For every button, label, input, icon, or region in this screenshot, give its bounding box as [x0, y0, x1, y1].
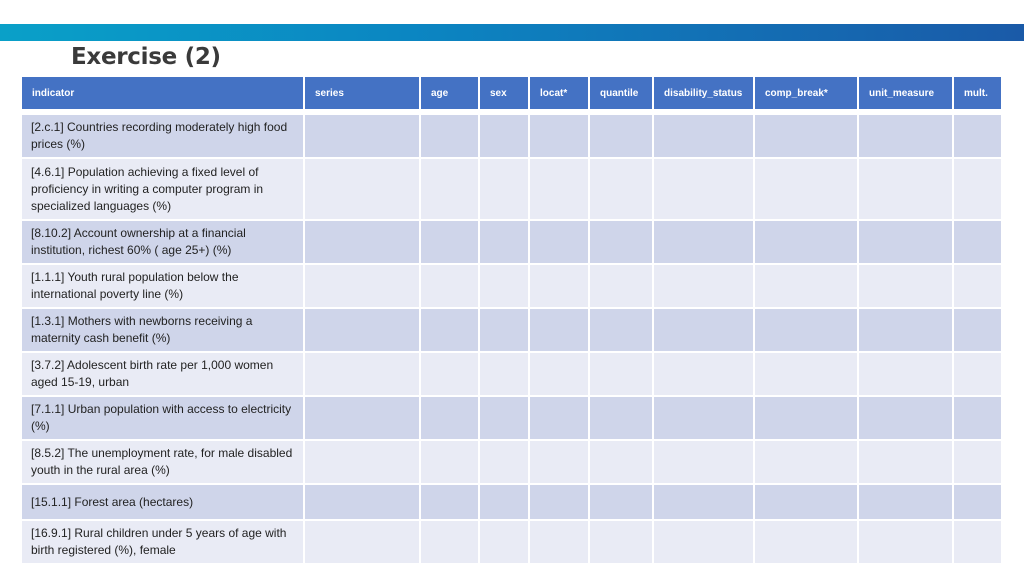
header-series: series [305, 77, 419, 109]
table-row [22, 397, 1001, 439]
table-row [22, 221, 1001, 263]
header-disability-status: disability_status [654, 77, 753, 109]
table-row [22, 485, 1001, 519]
table-row [22, 115, 1001, 157]
table-row [22, 353, 1001, 395]
header-indicator: indicator [22, 77, 303, 109]
indicator-cell: [2.c.1] Countries recording moderately high food prices (%) [22, 115, 303, 157]
header-quantile: quantile [590, 77, 652, 109]
table-row [22, 441, 1001, 483]
top-color-band [0, 24, 1024, 41]
indicator-cell: [15.1.1] Forest area (hectares) [22, 485, 303, 519]
header-comp-break: comp_break* [755, 77, 857, 109]
indicator-cell: [8.10.2] Account ownership at a financial institution, richest 60% ( age 25+) (%) [22, 221, 303, 263]
table-row [22, 265, 1001, 307]
indicator-cell: [3.7.2] Adolescent birth rate per 1,000 women aged 15-19, urban [22, 353, 303, 395]
table-header-row [22, 77, 1001, 109]
indicator-cell: [8.5.2] The unemployment rate, for male disabled youth in the rural area (%) [22, 441, 303, 483]
header-locat: locat* [530, 77, 588, 109]
header-unit-measure: unit_measure [859, 77, 952, 109]
exercise-table [20, 75, 1003, 565]
table-row [22, 309, 1001, 351]
table-row [22, 521, 1001, 563]
indicator-cell: [1.1.1] Youth rural population below the international poverty line (%) [22, 265, 303, 307]
indicator-cell: [1.3.1] Mothers with newborns receiving a maternity cash benefit (%) [22, 309, 303, 351]
header-sex: sex [480, 77, 528, 109]
header-age: age [421, 77, 478, 109]
table-row [22, 159, 1001, 219]
indicator-cell: [4.6.1] Population achieving a fixed level of proficiency in writing a computer program in specialized languages (%) [22, 159, 303, 219]
slide-title: Exercise (2) [71, 44, 221, 70]
header-mult: mult. [954, 77, 1001, 109]
indicator-cell: [7.1.1] Urban population with access to electricity (%) [22, 397, 303, 439]
indicator-cell: [16.9.1] Rural children under 5 years of age with birth registered (%), female [22, 521, 303, 563]
